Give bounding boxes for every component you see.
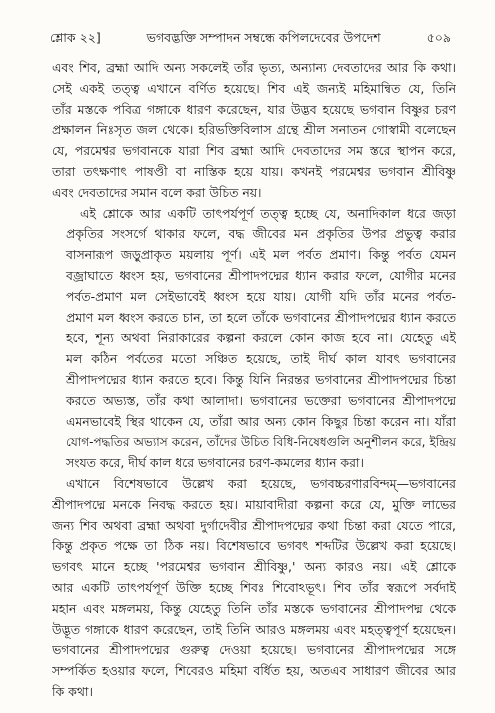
body-text	[52, 58, 456, 703]
text-line: প্রক্ষালন নিঃসৃত জল থেকে। হরিভক্তিবিলাস গ্রন্থে শ্রীল সনাতন গোস্বামী বলেছেন	[52, 122, 456, 138]
text-line: বাসনারূপ জড়ুপ্রাকৃত ময়লায় পূর্ণ। এই মল পর্বত প্রমাণ। কিন্তু পর্বত যেমন	[66, 247, 456, 263]
paragraph	[52, 474, 456, 703]
paragraph	[52, 58, 456, 204]
text-line: ভগবানের শ্রীপাদপদ্মের গুরুত্ব দেওয়া হয়েছে। ভগবানের শ্রীপাদপদ্মের সঙ্গে	[52, 642, 456, 658]
text-line: পর্বত-প্রমাণ মল সেইভাবেই ধ্বংস হয়ে যায়। যোগী যদি তাঁর মনের পর্বত-	[66, 288, 456, 304]
text-line: তাঁর মস্তকে পবিত্র গঙ্গাকে ধারণ করেছেন, যার উদ্ভব হয়েছে ভগবান বিষ্ণুর চরণ	[52, 101, 456, 117]
text-line: আর একটি তাৎপর্যপূর্ণ উক্তি হচ্ছে শিবঃ শিবোঽভূৎ। শিব তাঁর স্বরূপে সর্বদাই	[52, 579, 456, 595]
text-line: যে, পরমেশ্বর ভগবানকে যারা শিব ব্রহ্মা আদি দেবতাদের সম স্তরে স্থাপন করে,	[52, 143, 456, 159]
text-line: বজ্রাঘাতে ধ্বংস হয়, ভগবানের শ্রীপাদপদ্মের ধ্যান করার ফলে, যোগীর মনের	[66, 267, 456, 283]
text-line: শ্রীপাদপদ্মের ধ্যান করতে হবে। কিন্তু যিনি নিরন্তর ভগবানের শ্রীপাদপদ্মের চিন্তা	[66, 371, 456, 387]
text-line: প্রমাণ মল ধ্বংস করতে চান, তা হলে তাঁকে ভগবানের শ্রীপাদপদ্মের ধ্যান করতে	[66, 309, 456, 325]
text-line: মল কঠিন পর্বতের মতো সঞ্চিত হয়েছে, তাই দীর্ঘ কাল যাবৎ ভগবানের	[66, 351, 456, 367]
page-number: ৫০৯	[426, 30, 451, 45]
text-line: শ্রীপাদপদ্মে মনকে নিবদ্ধ করতে হয়। মায়াবাদীরা কল্পনা করে যে, মুক্তি লাভের	[52, 496, 456, 512]
text-line: এই শ্লোকে আর একটি তাৎপর্যপূর্ণ তত্ত্ব হচ্ছে যে, অনাদিকাল ধরে জড়া	[80, 205, 456, 221]
text-line: এখানে বিশেষভাবে উল্লেখ করা হয়েছে, ভগবচ্চরণারবিন্দম্—ভগবানের	[66, 475, 456, 491]
text-line: তারা তৎক্ষণাৎ পাষণ্ডী বা নাস্তিক হয়ে যায়। কখনই পরমেশ্বর ভগবান শ্রীবিষ্ণু	[52, 163, 456, 179]
text-line: মহান এবং মঙ্গলময়, কিন্তু যেহেতু তিনি তাঁর মস্তকে ভগবানের শ্রীপাদপদ্ম থেকে	[52, 600, 456, 616]
paragraph	[52, 204, 456, 474]
text-line: সেই একই তত্ত্ব এখানে বর্ণিত হয়েছে। শিব এই জন্যই মহিমান্বিত যে, তিনি	[52, 80, 456, 96]
text-line: উদ্ভূত গঙ্গাকে ধারণ করেছেন, তাই তিনি আরও মঙ্গলময় এবং মহত্ত্বপূর্ণ হয়েছেন।	[52, 621, 456, 637]
running-header	[50, 30, 451, 50]
text-line: প্রকৃতির সংসর্গে থাকার ফলে, বদ্ধ জীবের মন প্রকৃতির উপর প্রভুত্ব করার	[66, 226, 456, 242]
text-line: এমনভাবেই স্থির থাকেন যে, তাঁরা আর অন্য কোন কিছুর চিন্তা করেন না। যাঁরা	[66, 413, 456, 429]
text-line: জন্য শিব অথবা ব্রহ্মা অথবা দুর্গাদেবীর শ্রীপাদপদ্মের কথা চিন্তা করা যেতে পারে,	[52, 517, 456, 533]
text-line: সংযত করে, দীর্ঘ কাল ধরে ভগবানের চরণ-কমলের ধ্যান করা।	[66, 455, 364, 471]
text-line: ভগবৎ মানে হচ্ছে 'পরমেশ্বর ভগবান শ্রীবিষ্ণু,' অন্য কারও নয়। এই শ্লোকে	[52, 559, 456, 575]
text-line: যোগ-পদ্ধতির অভ্যাস করেন, তাঁদের উচিত বিধি-নিষেধগুলি অনুশীলন করে, ইন্দ্রিয়	[66, 435, 456, 450]
text-line: এবং শিব, ব্রহ্মা আদি অন্য সকলেই তাঁর ভৃত্য, অন্যান্য দেবতাদের আর কি কথা।	[52, 60, 456, 75]
verse-reference: শ্লোক ২২]	[50, 30, 101, 45]
text-line: হবে, শূন্য অথবা নিরাকারের কল্পনা করলে কোন কাজ হবে না। যেহেতু এই	[66, 330, 456, 346]
text-line: সম্পর্কিত হওয়ার ফলে, শিবেরও মহিমা বর্ধিত হয়, অতএব সাধারণ জীবের আর	[52, 663, 456, 679]
text-line: কি কথা।	[52, 683, 93, 699]
text-line: এবং দেবতাদের সমান বলে করা উচিত নয়।	[52, 184, 262, 200]
text-line: কিন্তু প্রকৃত পক্ষে তা ঠিক নয়। বিশেষভাবে ভগবৎ শব্দটির উল্লেখ করা হয়েছে।	[52, 538, 456, 554]
text-line: করতে অভ্যস্ত, তাঁর কথা আলাদা। ভগবানের ভক্তেরা ভগবানের শ্রীপাদপদ্মে	[66, 392, 456, 408]
chapter-title: ভগবদ্ভক্তি সম্পাদন সম্বন্ধে কপিলদেবের উপদেশ	[146, 30, 381, 45]
